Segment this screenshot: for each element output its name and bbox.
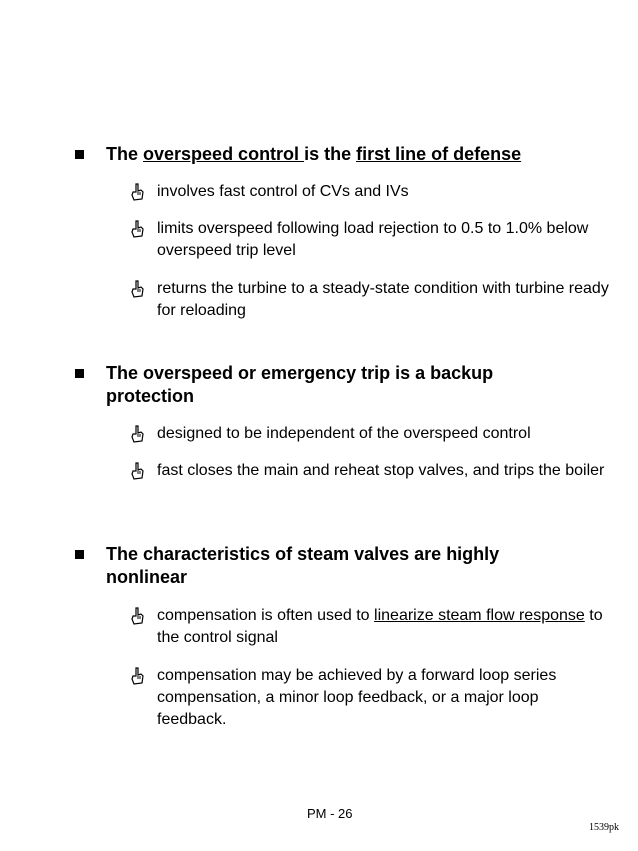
pointing-hand-icon	[130, 425, 144, 443]
pointing-hand-icon	[130, 667, 144, 685]
document-code: 1539pk	[589, 822, 619, 833]
linearize-steam-flow-response-link: linearize steam flow response	[374, 607, 585, 624]
pointing-hand-icon	[130, 462, 144, 480]
sub-bullet-text: limits overspeed following load rejection to 0.5 to 1.0% below overspeed trip level	[157, 220, 589, 259]
pointing-hand-icon	[130, 220, 144, 238]
square-bullet-icon	[75, 550, 84, 559]
sub-bullet-text: involves fast control of CVs and IVs	[157, 183, 409, 200]
sub-bullet-text: compensation may be achieved by a forward loop series compensation, a minor loop feedback, or a major loop feedback.	[157, 667, 557, 728]
sub-bullet-text: compensation is often used to linearize steam flow response to the control signal	[157, 607, 603, 646]
pointing-hand-icon	[130, 280, 144, 298]
main-bullet-text: The characteristics of steam valves are highly nonlinear	[106, 544, 500, 587]
overspeed-control-link: overspeed control	[143, 144, 305, 164]
page-number: PM - 26	[307, 806, 353, 821]
square-bullet-icon	[75, 369, 84, 378]
pointing-hand-icon	[130, 607, 144, 625]
sub-bullet-text: returns the turbine to a steady-state condition with turbine ready for reloading	[157, 280, 609, 319]
square-bullet-icon	[75, 150, 84, 159]
pointing-hand-icon	[130, 183, 144, 201]
main-bullet-text: The overspeed control is the first line of defense	[106, 144, 522, 164]
sub-bullet-text: designed to be independent of the overspeed control	[157, 425, 531, 442]
main-bullet-text: The overspeed or emergency trip is a backup protection	[106, 363, 494, 406]
sub-bullet-text: fast closes the main and reheat stop valves, and trips the boiler	[157, 462, 605, 479]
first-line-of-defense-link: first line of defense	[356, 144, 522, 164]
